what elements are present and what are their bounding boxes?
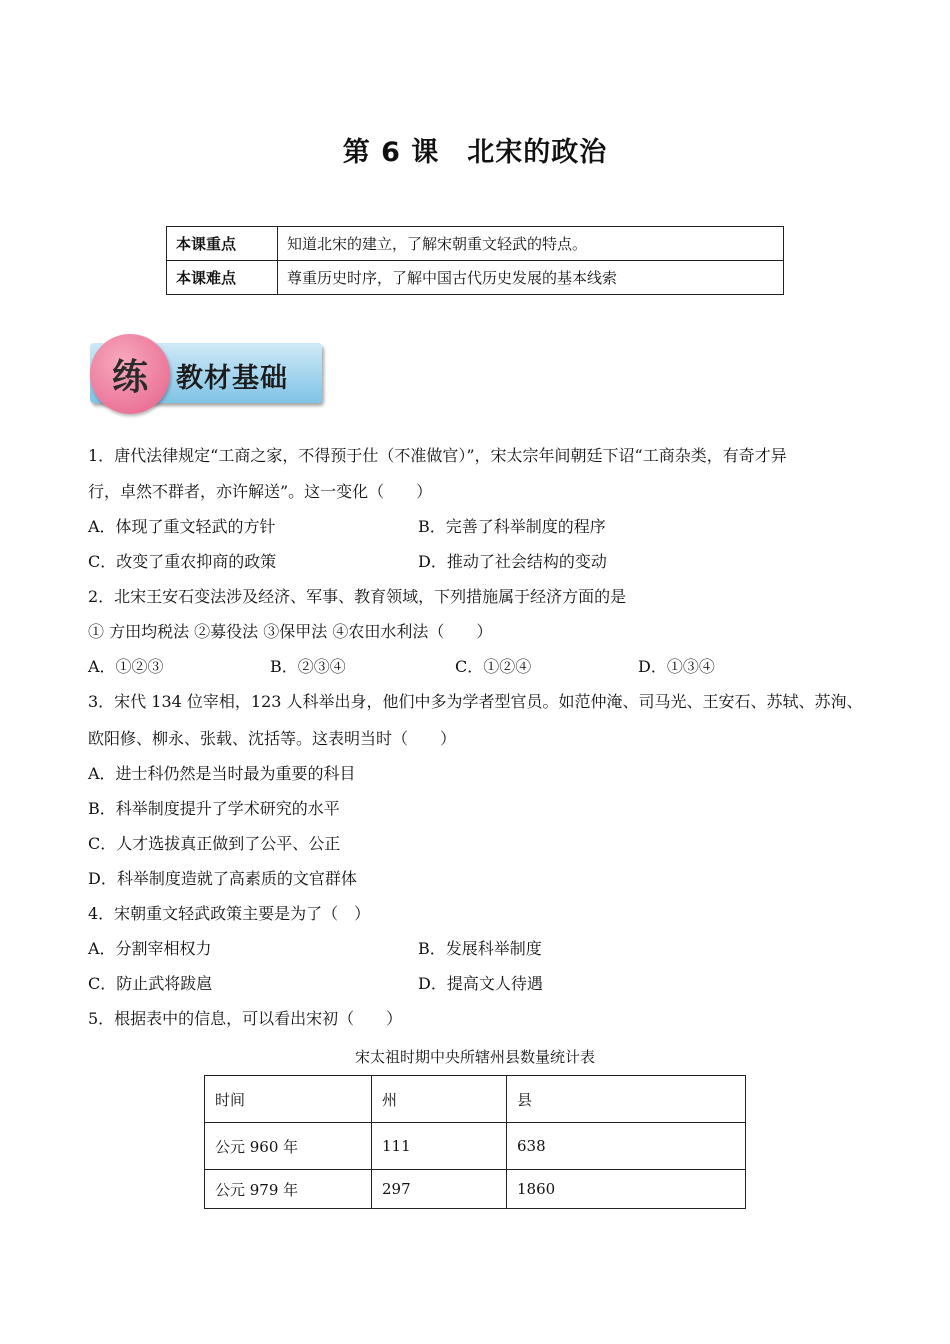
section-banner	[88, 334, 328, 410]
table-row	[205, 1170, 746, 1209]
q2-option-a: A．①②③	[88, 657, 164, 676]
table-row	[167, 227, 784, 261]
table-row	[205, 1123, 746, 1170]
table-caption: 宋太祖时期中央所辖州县数量统计表	[354, 1048, 595, 1066]
q1-option-b: B．完善了科举制度的程序	[418, 517, 606, 536]
q5-stem: 5．根据表中的信息，可以看出宋初（ ）	[88, 1009, 403, 1028]
q3-stem: 3．宋代 134 位宰相，123 人科举出身，他们中多为学者型官员。如范仲淹、司马光、王安石、苏轼、苏洵、	[88, 692, 863, 711]
q1-stem: 1．唐代法律规定“工商之家，不得预于仕（不准做官）”，宋太宗年间朝廷下诏“工商杂类，有奇才异	[88, 446, 787, 465]
key-label: 本课重点	[167, 227, 278, 261]
q3-option-c: C．人才选拔真正做到了公平、公正	[88, 834, 341, 853]
q4-option-c: C．防止武将跋扈	[88, 974, 213, 993]
q2-stem-cont: ① 方田均税法 ②募役法 ③保甲法 ④农田水利法（ ）	[88, 622, 493, 641]
table-cell: 1860	[507, 1170, 746, 1209]
q4-option-a: A．分割宰相权力	[88, 939, 212, 958]
q3-option-a: A．进士科仍然是当时最为重要的科目	[88, 764, 356, 783]
q1-stem-cont: 行，卓然不群者，亦许解送”。这一变化（ ）	[88, 482, 433, 501]
q1-option-d: D．推动了社会结构的变动	[418, 552, 607, 571]
q3-stem-cont: 欧阳修、柳永、张载、沈括等。这表明当时（ ）	[88, 729, 457, 748]
table-header-cell: 县	[507, 1076, 746, 1123]
difficulty-text: 尊重历史时序，了解中国古代历史发展的基本线索	[278, 261, 784, 295]
q4-option-b: B．发展科举制度	[418, 939, 542, 958]
table-cell: 297	[372, 1170, 507, 1209]
q4-option-d: D．提高文人待遇	[418, 974, 543, 993]
prefecture-county-table	[204, 1075, 746, 1209]
q2-stem: 2．北宋王安石变法涉及经济、军事、教育领域，下列措施属于经济方面的是	[88, 587, 627, 606]
q1-option-a: A．体现了重文轻武的方针	[88, 517, 276, 536]
table-header-cell: 州	[372, 1076, 507, 1123]
key-text: 知道北宋的建立，了解宋朝重文轻武的特点。	[278, 227, 784, 261]
table-cell: 638	[507, 1123, 746, 1170]
q2-option-c: C．①②④	[455, 657, 532, 676]
page-title: 第 6 课 北宋的政治	[342, 137, 608, 168]
table-row	[167, 261, 784, 295]
table-cell: 公元 960 年	[205, 1123, 372, 1170]
difficulty-label: 本课难点	[167, 261, 278, 295]
table-header-row	[205, 1076, 746, 1123]
table-cell: 111	[372, 1123, 507, 1170]
table-header-cell: 时间	[205, 1076, 372, 1123]
q3-option-b: B．科举制度提升了学术研究的水平	[88, 799, 340, 818]
q1-option-c: C．改变了重农抑商的政策	[88, 552, 277, 571]
banner-circle: 练	[90, 334, 170, 414]
q3-option-d: D．科举制度造就了高素质的文官群体	[88, 869, 357, 888]
q2-option-d: D．①③④	[638, 657, 715, 676]
banner-title: 教材基础	[176, 363, 288, 394]
key-points-table	[166, 226, 784, 295]
q2-option-b: B．②③④	[270, 657, 346, 676]
q4-stem: 4．宋朝重文轻武政策主要是为了（ ）	[88, 904, 371, 923]
table-cell: 公元 979 年	[205, 1170, 372, 1209]
